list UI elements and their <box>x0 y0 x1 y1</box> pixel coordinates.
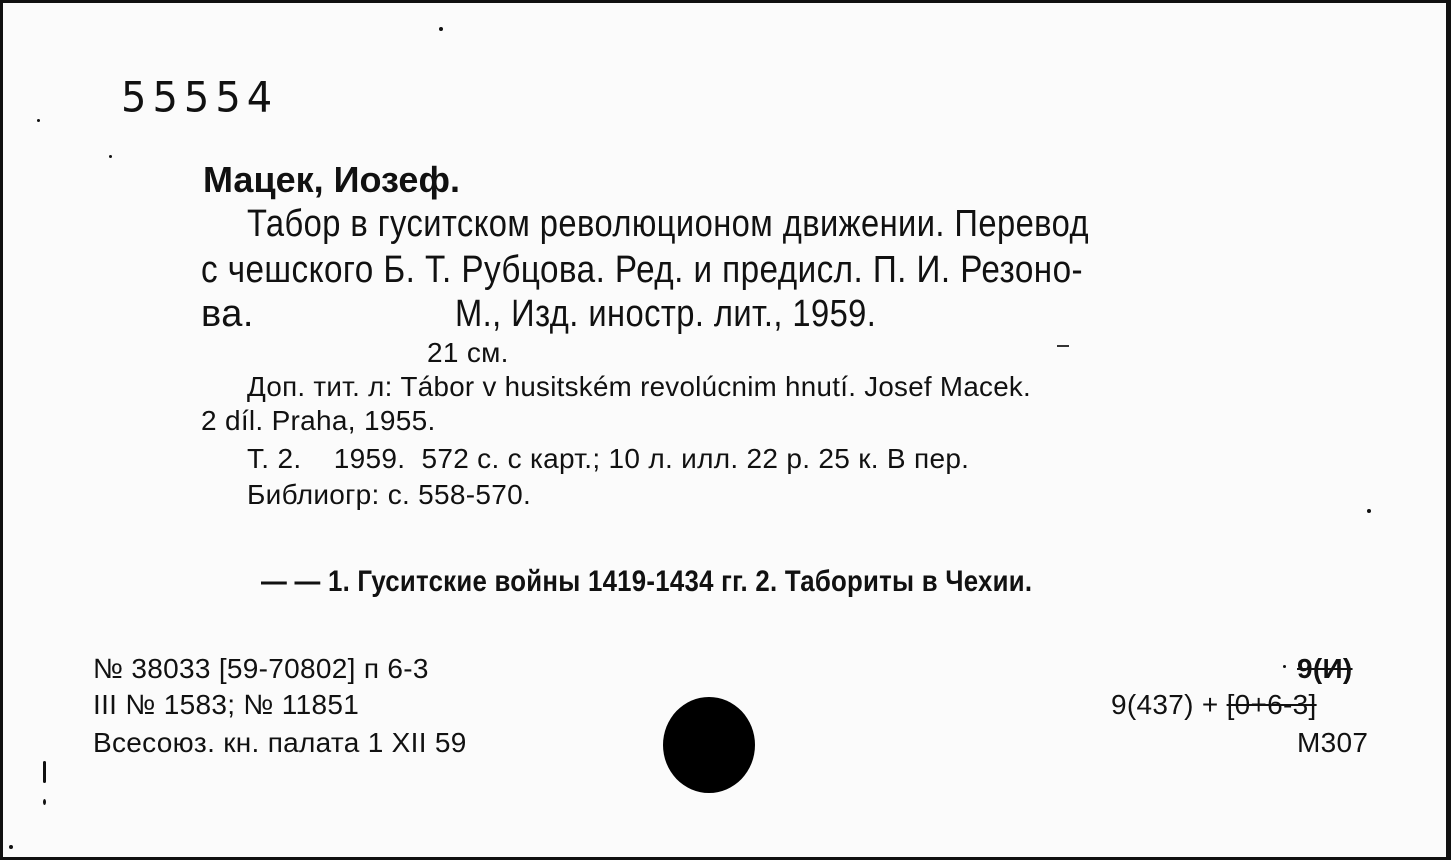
punch-hole <box>663 697 755 793</box>
registry-line-3: Всесоюз. кн. палата 1 XII 59 <box>93 727 467 758</box>
title-line-2: с чешского Б. Т. Рубцова. Ред. и предисл. П. И. Резоно- <box>201 249 1084 291</box>
classification-prefix: 9(437) + <box>1111 689 1227 720</box>
classification-struck-bracket: [0+6-3] <box>1226 689 1317 720</box>
speck <box>1283 665 1286 668</box>
registry-line-2: III № 1583; № 11851 <box>93 689 360 720</box>
parallel-title-line-1: Доп. тит. л: Tábor v husitském revolúcnim hnutí. Josef Macek. <box>247 371 1032 402</box>
shelf-mark: М307 <box>1297 727 1369 758</box>
imprint: М., Изд. иностр. лит., 1959. <box>455 293 877 335</box>
handwritten-number: 55554 <box>121 73 279 123</box>
ink-mark <box>43 761 46 783</box>
physical-size: 21 см. <box>427 337 509 368</box>
speck <box>43 799 46 805</box>
author-heading: Мацек, Иозеф. <box>203 159 460 200</box>
title-line-1: Табор в гуситском революционом движении. Перевод <box>247 203 1089 245</box>
classification-code <box>1111 689 1317 721</box>
speck <box>1367 509 1371 513</box>
classification-struck-code: 9(И) <box>1297 653 1353 684</box>
speck <box>9 845 13 849</box>
stray-mark <box>1057 345 1069 347</box>
bibliography-note: Библиогр: с. 558-570. <box>247 479 532 510</box>
subject-headings: — — 1. Гуситские войны 1419-1434 гг. 2. Табориты в Чехии. <box>261 565 1033 598</box>
volume-description: Т. 2. 1959. 572 с. с карт.; 10 л. илл. 22 р. 25 к. В пер. <box>247 443 970 474</box>
speck <box>439 27 443 31</box>
title-line-3: ва. <box>201 293 254 335</box>
speck <box>37 119 40 122</box>
speck <box>109 155 112 158</box>
registry-line-1: № 38033 [59-70802] п 6-3 <box>93 653 429 684</box>
parallel-title-line-2: 2 díl. Praha, 1955. <box>201 405 436 436</box>
